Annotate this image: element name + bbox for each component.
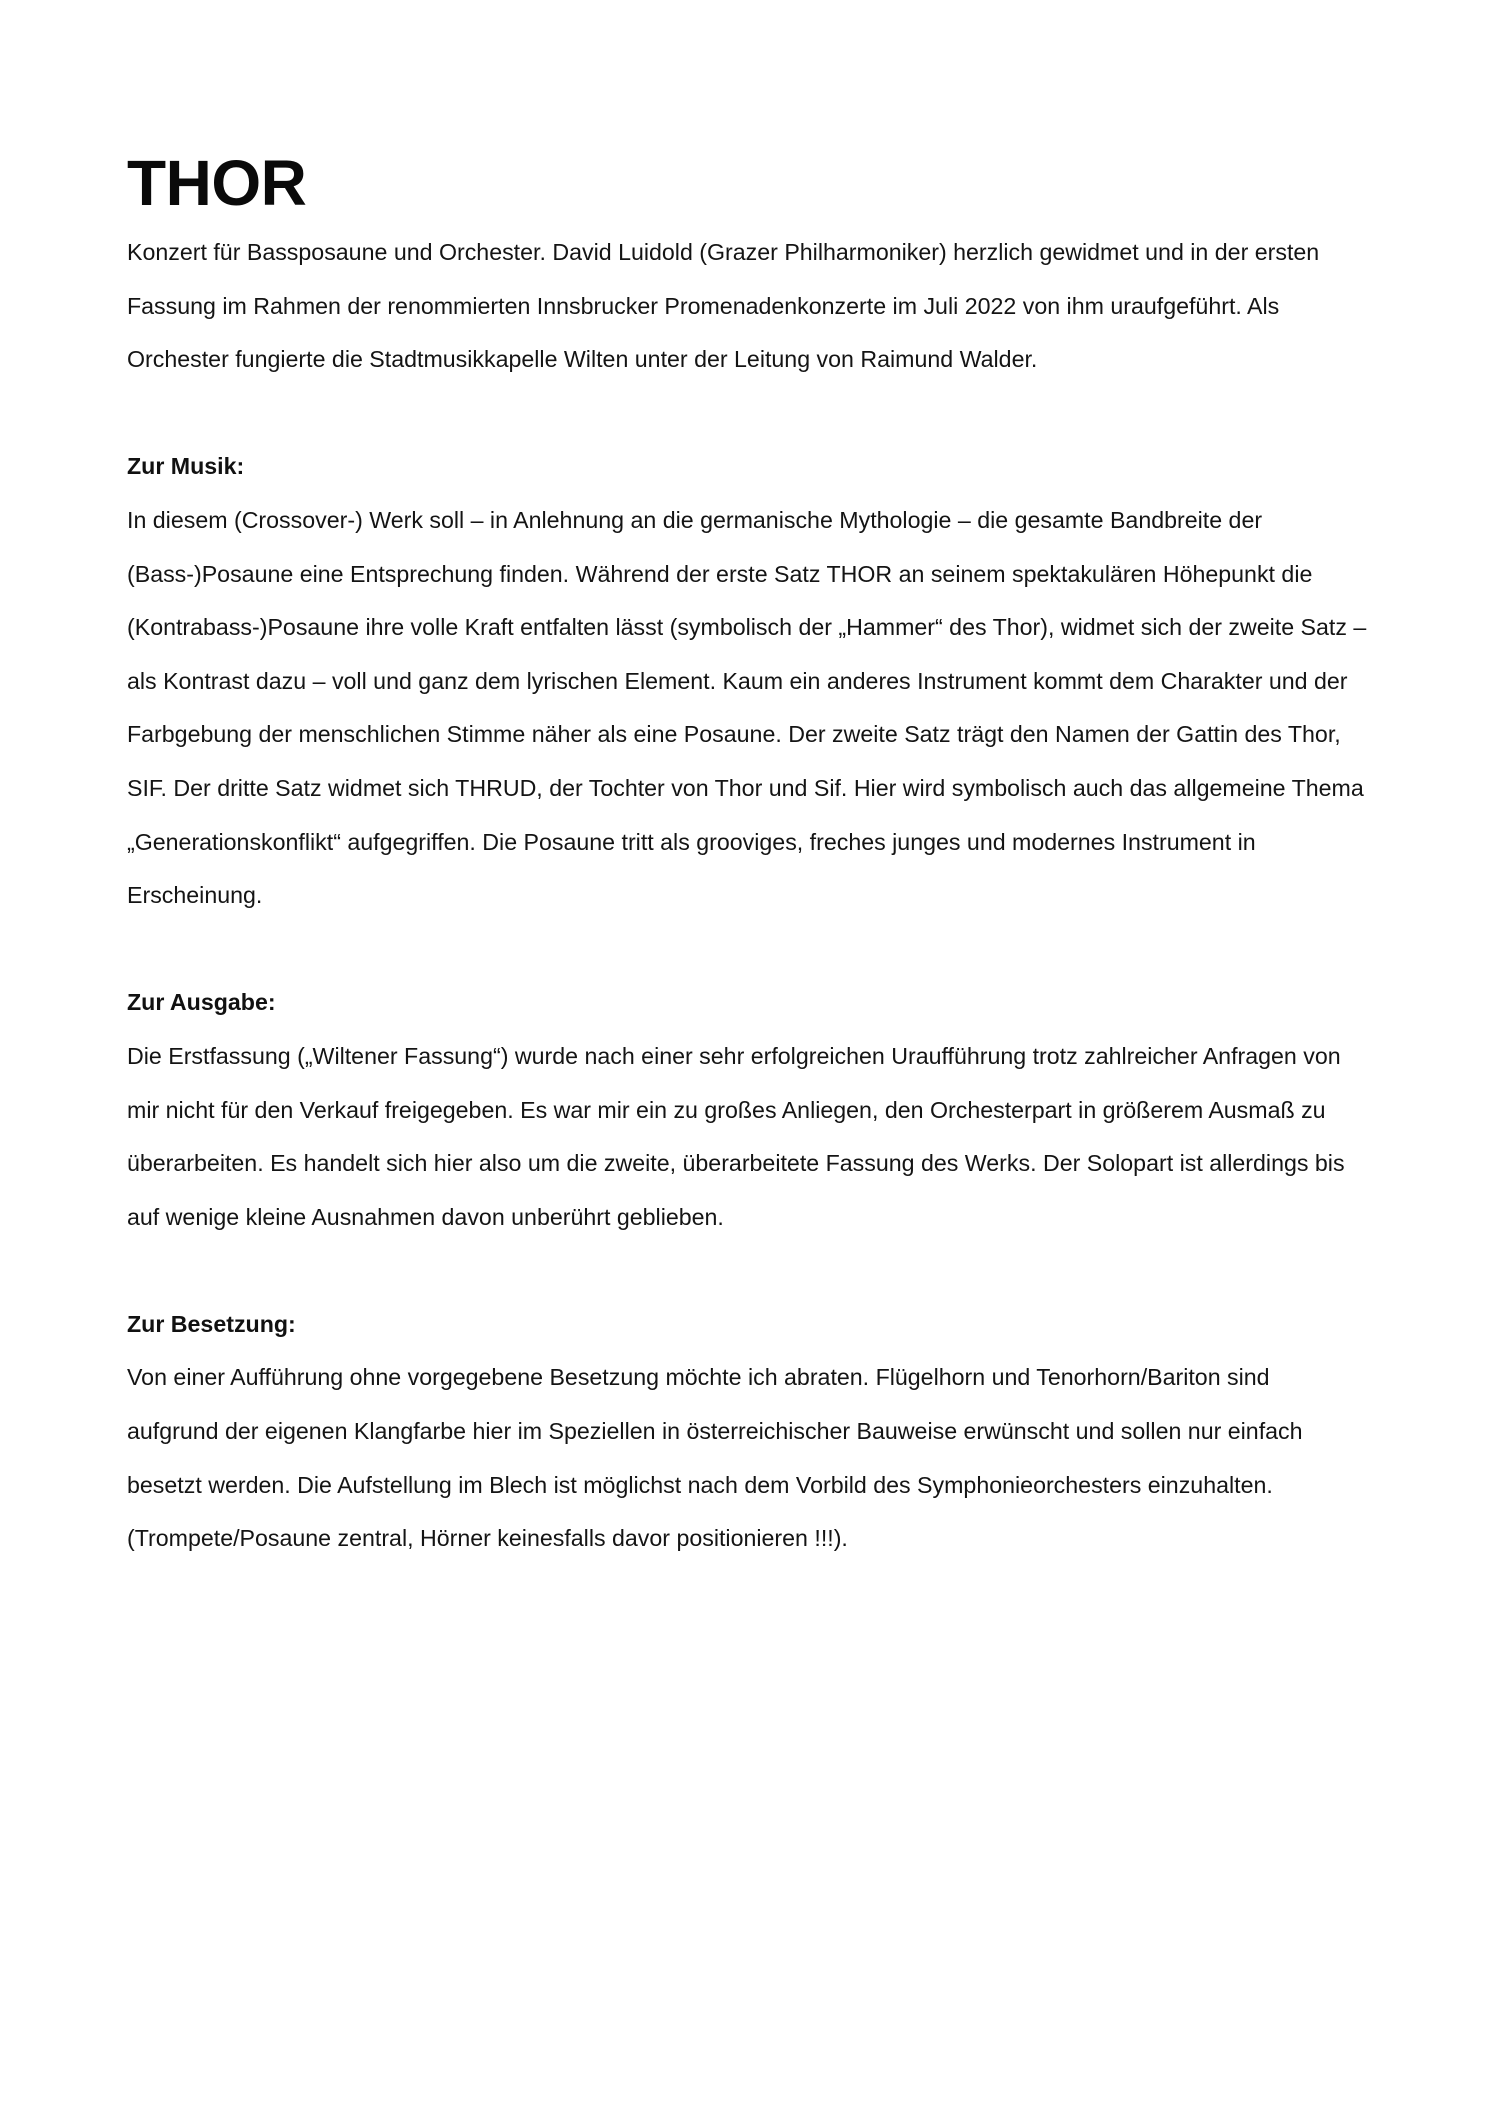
section-paragraph <box>127 1351 1387 1565</box>
paragraph-line: Farbgebung der menschlichen Stimme näher als eine Posaune. Der zweite Satz trägt den Namen der Gattin des Thor, <box>127 721 1341 748</box>
paragraph-line: besetzt werden. Die Aufstellung im Blech ist möglichst nach dem Vorbild des Symphonieorchesters einzuhalten. <box>127 1471 1273 1498</box>
section-paragraph <box>127 1030 1387 1244</box>
paragraph-line: Erscheinung. <box>127 882 263 909</box>
paragraph-line: aufgrund der eigenen Klangfarbe hier im Speziellen in österreichischer Bauweise erwünscht und sollen nur einfach <box>127 1418 1303 1445</box>
paragraph-line: In diesem (Crossover-) Werk soll – in Anlehnung an die germanische Mythologie – die gesamte Bandbreite der <box>127 506 1263 533</box>
paragraph-line: als Kontrast dazu – voll und ganz dem lyrischen Element. Kaum ein anderes Instrument kommt dem Charakter und der <box>127 667 1348 694</box>
section-besetzung <box>127 1298 1387 1566</box>
paragraph-line: auf wenige kleine Ausnahmen davon unberührt geblieben. <box>127 1203 724 1230</box>
section-ausgabe <box>127 976 1387 1244</box>
paragraph-line: „Generationskonflikt“ aufgegriffen. Die Posaune tritt als grooviges, freches junges und modernes Instrument in <box>127 828 1256 855</box>
paragraph-line: SIF. Der dritte Satz widmet sich THRUD, der Tochter von Thor und Sif. Hier wird symbolisch auch das allgemeine Thema <box>127 774 1364 801</box>
paragraph-line: Von einer Aufführung ohne vorgegebene Besetzung möchte ich abraten. Flügelhorn und Tenorhorn/Bariton sind <box>127 1364 1270 1391</box>
paragraph-line: Die Erstfassung („Wiltener Fassung“) wurde nach einer sehr erfolgreichen Uraufführung trotz zahlreicher Anfragen von <box>127 1042 1341 1069</box>
intro-paragraph <box>127 226 1387 387</box>
paragraph-line: (Kontrabass-)Posaune ihre volle Kraft entfalten lässt (symbolisch der „Hammer“ des Thor), widmet sich der zweite Satz – <box>127 614 1367 641</box>
intro-line: Fassung im Rahmen der renommierten Innsbrucker Promenadenkonzerte im Juli 2022 von ihm uraufgeführt. Als <box>127 292 1280 319</box>
section-paragraph <box>127 494 1387 923</box>
paragraph-line: (Trompete/Posaune zentral, Hörner keinesfalls davor positionieren !!!). <box>127 1525 848 1552</box>
section-heading: Zur Ausgabe: <box>127 989 276 1016</box>
section-musik <box>127 440 1387 922</box>
document-page <box>127 140 1387 1566</box>
paragraph-line: mir nicht für den Verkauf freigegeben. Es war mir ein zu großes Anliegen, den Orchesterpart in größerem Ausmaß zu <box>127 1096 1326 1123</box>
paragraph-line: überarbeiten. Es handelt sich hier also um die zweite, überarbeitete Fassung des Werks. Der Solopart ist allerdings bis <box>127 1150 1345 1177</box>
intro-line: Orchester fungierte die Stadtmusikkapelle Wilten unter der Leitung von Raimund Walder. <box>127 346 1038 373</box>
paragraph-line: (Bass-)Posaune eine Entsprechung finden. Während der erste Satz THOR an seinem spektakulären Höhepunkt die <box>127 560 1313 587</box>
section-heading: Zur Besetzung: <box>127 1310 296 1337</box>
intro-line: Konzert für Bassposaune und Orchester. David Luidold (Grazer Philharmoniker) herzlich gewidmet und in der ersten <box>127 239 1320 265</box>
document-title: THOR <box>127 147 307 219</box>
section-heading: Zur Musik: <box>127 453 245 480</box>
